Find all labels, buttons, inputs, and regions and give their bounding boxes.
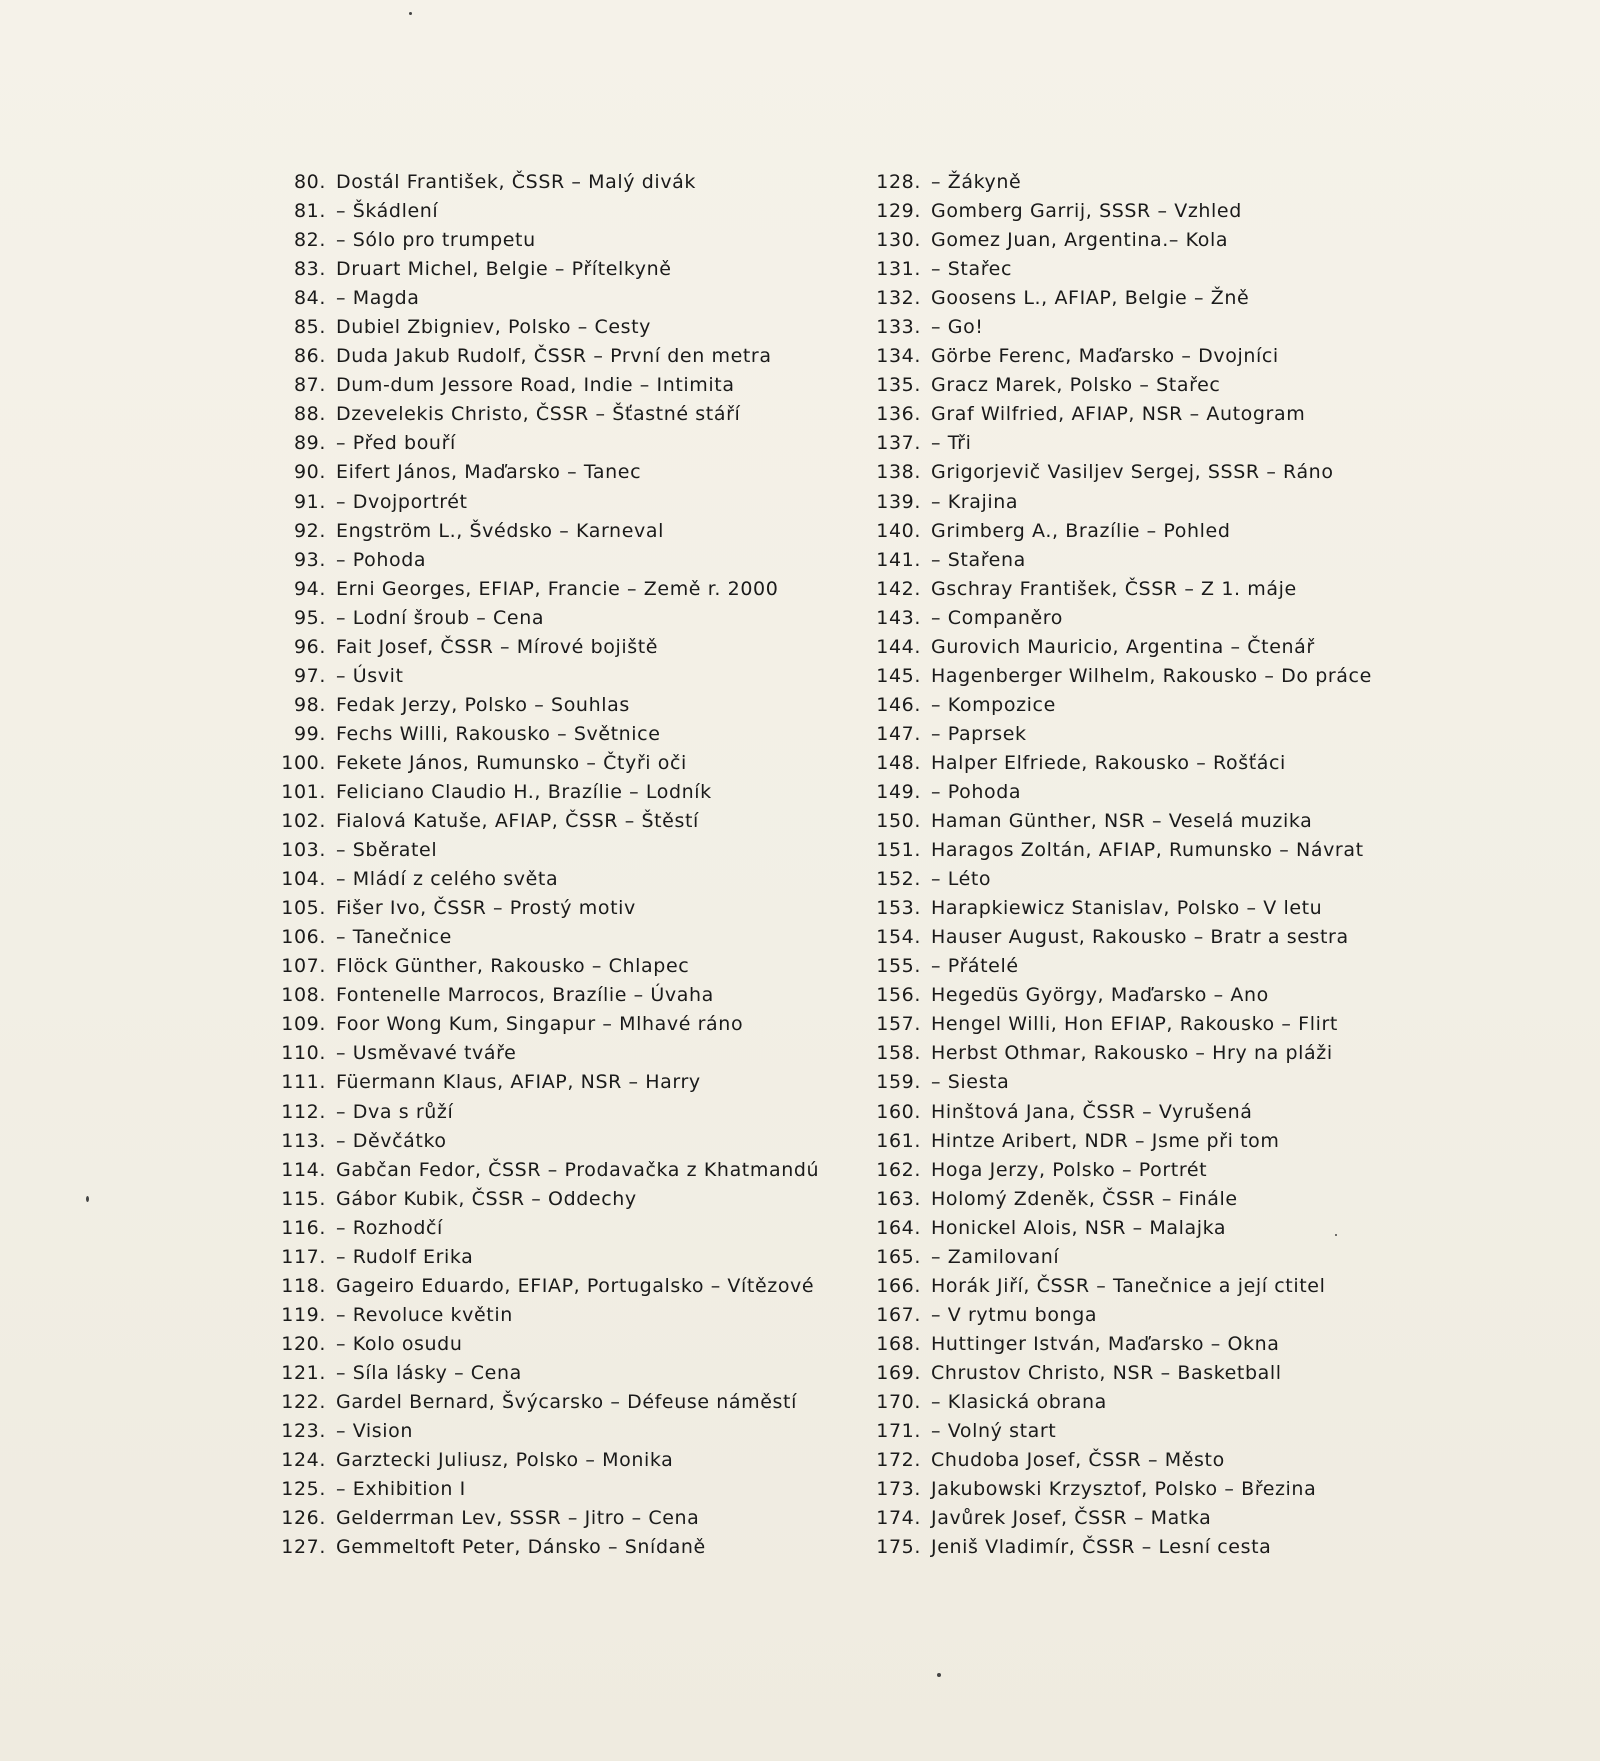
entry-number: 126.	[281, 1507, 326, 1530]
entry-text: Hagenberger Wilhelm, Rakousko – Do práce	[931, 664, 1372, 687]
entry-number: 161.	[876, 1129, 921, 1152]
entry-number: 164.	[876, 1216, 921, 1239]
entry-number: 97.	[293, 664, 326, 687]
entry-text: – Rudolf Erika	[336, 1245, 474, 1268]
right-column-list	[866, 171, 1586, 1565]
entry-text: Dostál František, ČSSR – Malý divák	[336, 171, 697, 193]
list-item	[268, 1013, 868, 1042]
list-item	[268, 1042, 868, 1071]
entry-number: 168.	[876, 1332, 921, 1355]
entry-number: 137.	[876, 432, 921, 455]
entry-number: 117.	[281, 1245, 326, 1268]
entry-text: Hegedüs György, Maďarsko – Ano	[931, 984, 1269, 1007]
entry-number: 175.	[876, 1536, 921, 1559]
list-item	[268, 1449, 868, 1478]
entry-text: – Mládí z celého světa	[336, 868, 559, 891]
entry-text: – Klasická obrana	[931, 1390, 1107, 1413]
list-item	[268, 1246, 868, 1275]
list-item	[268, 1536, 868, 1565]
entry-text: Haman Günther, NSR – Veselá muzika	[931, 810, 1313, 833]
entry-number: 141.	[876, 548, 921, 571]
entry-number: 86.	[293, 345, 326, 368]
entry-number: 147.	[876, 722, 921, 745]
list-item	[268, 1507, 868, 1536]
entry-number: 105.	[281, 897, 326, 920]
entry-text: Horák Jiří, ČSSR – Tanečnice a její ctitel	[931, 1274, 1326, 1297]
entry-number: 167.	[876, 1303, 921, 1326]
entry-text: Hoga Jerzy, Polsko – Portrét	[931, 1158, 1208, 1181]
print-speck	[409, 12, 412, 15]
list-item	[268, 461, 868, 490]
list-item	[268, 665, 868, 694]
entry-text: Fišer Ivo, ČSSR – Prostý motiv	[336, 897, 636, 920]
entry-text: – Tři	[931, 432, 972, 455]
entry-text: – Pohoda	[931, 780, 1022, 803]
entry-text: – Síla lásky – Cena	[336, 1361, 522, 1384]
list-item	[866, 374, 1586, 403]
entry-text: – V rytmu bonga	[931, 1303, 1098, 1326]
entry-text: Foor Wong Kum, Singapur – Mlhavé ráno	[336, 1013, 744, 1036]
entry-text: Druart Michel, Belgie – Přítelkyně	[336, 258, 672, 281]
entry-text: – Krajina	[931, 490, 1019, 513]
entry-number: 158.	[876, 1042, 921, 1065]
entry-text: Dum-dum Jessore Road, Indie – Intimita	[336, 374, 735, 397]
list-item	[866, 1478, 1586, 1507]
entry-text: Dzevelekis Christo, ČSSR – Šťastné stáří	[336, 403, 741, 426]
entry-text: Graf Wilfried, AFIAP, NSR – Autogram	[931, 403, 1306, 426]
entry-text: Goosens L., AFIAP, Belgie – Žně	[931, 287, 1250, 310]
list-item	[268, 839, 868, 868]
list-item	[268, 868, 868, 897]
list-item	[268, 171, 868, 200]
list-item	[268, 200, 868, 229]
list-item	[866, 200, 1586, 229]
entry-number: 129.	[876, 200, 921, 223]
list-item	[866, 1536, 1586, 1565]
entry-number: 140.	[876, 519, 921, 542]
entry-number: 124.	[281, 1449, 326, 1472]
list-item	[268, 345, 868, 374]
entry-text: – Kompozice	[931, 693, 1056, 716]
entry-number: 80.	[293, 171, 326, 193]
list-item	[268, 1217, 868, 1246]
list-item	[268, 1188, 868, 1217]
list-item	[268, 1420, 868, 1449]
entry-text: Garztecki Juliusz, Polsko – Monika	[336, 1449, 674, 1472]
list-item	[268, 287, 868, 316]
entry-number: 127.	[281, 1536, 326, 1559]
entry-number: 119.	[281, 1303, 326, 1326]
list-item	[268, 752, 868, 781]
list-item	[866, 1130, 1586, 1159]
entry-text: – Dva s růží	[336, 1100, 454, 1123]
entry-number: 155.	[876, 955, 921, 978]
entry-number: 122.	[281, 1390, 326, 1413]
list-item	[866, 229, 1586, 258]
list-item	[866, 1304, 1586, 1333]
entry-text: – Rozhodčí	[336, 1216, 443, 1239]
entry-text: Fait Josef, ČSSR – Mírové bojiště	[336, 635, 659, 658]
entry-number: 115.	[281, 1187, 326, 1210]
list-item	[268, 1101, 868, 1130]
entry-number: 123.	[281, 1420, 326, 1443]
entry-number: 151.	[876, 839, 921, 862]
entry-number: 148.	[876, 751, 921, 774]
entry-number: 110.	[281, 1042, 326, 1065]
entry-text: – Škádlení	[336, 200, 439, 223]
entry-text: Gomez Juan, Argentina.– Kola	[931, 229, 1229, 252]
list-item	[268, 578, 868, 607]
entry-number: 121.	[281, 1361, 326, 1384]
entry-text: – Léto	[931, 868, 992, 891]
entry-number: 98.	[293, 693, 326, 716]
entry-text: – Go!	[931, 316, 984, 339]
entry-text: Hintze Aribert, NDR – Jsme při tom	[931, 1129, 1280, 1152]
list-item	[268, 694, 868, 723]
entry-text: – Volný start	[931, 1420, 1057, 1443]
list-item	[866, 839, 1586, 868]
entry-number: 156.	[876, 984, 921, 1007]
entry-text: Füermann Klaus, AFIAP, NSR – Harry	[336, 1071, 701, 1094]
entry-text: – Žákyně	[931, 171, 1022, 193]
entry-number: 146.	[876, 693, 921, 716]
entry-number: 100.	[281, 751, 326, 774]
entry-text: Engström L., Švédsko – Karneval	[336, 519, 664, 542]
list-item	[866, 403, 1586, 432]
list-item	[866, 926, 1586, 955]
entry-number: 89.	[293, 432, 326, 455]
entry-text: Huttinger István, Maďarsko – Okna	[931, 1332, 1280, 1355]
entry-text: Honickel Alois, NSR – Malajka	[931, 1216, 1227, 1239]
list-item	[268, 491, 868, 520]
entry-text: Gurovich Mauricio, Argentina – Čtenář	[931, 635, 1315, 658]
list-item	[866, 868, 1586, 897]
list-item	[268, 549, 868, 578]
list-item	[268, 403, 868, 432]
list-item	[866, 781, 1586, 810]
entry-text: Haragos Zoltán, AFIAP, Rumunsko – Návrat	[931, 839, 1364, 862]
entry-number: 99.	[293, 722, 326, 745]
entry-text: – Stařec	[931, 258, 1013, 281]
entry-number: 108.	[281, 984, 326, 1007]
entry-number: 88.	[293, 403, 326, 426]
list-item	[268, 1304, 868, 1333]
entry-text: Fedak Jerzy, Polsko – Souhlas	[336, 693, 630, 716]
entry-number: 172.	[876, 1449, 921, 1472]
entry-text: – Companěro	[931, 606, 1063, 629]
entry-number: 174.	[876, 1507, 921, 1530]
entry-text: – Vision	[336, 1420, 414, 1443]
entry-number: 144.	[876, 635, 921, 658]
entry-text: Gelderrman Lev, SSSR – Jitro – Cena	[336, 1507, 700, 1530]
list-item	[866, 752, 1586, 781]
entry-number: 171.	[876, 1420, 921, 1443]
entry-text: – Magda	[336, 287, 420, 310]
entry-text: Gemmeltoft Peter, Dánsko – Snídaně	[336, 1536, 706, 1559]
entry-text: Eifert János, Maďarsko – Tanec	[336, 461, 642, 484]
entry-text: Halper Elfriede, Rakousko – Rošťáci	[931, 751, 1286, 774]
entry-number: 103.	[281, 839, 326, 862]
entry-number: 134.	[876, 345, 921, 368]
entry-number: 90.	[293, 461, 326, 484]
entry-number: 93.	[293, 548, 326, 571]
entry-number: 101.	[281, 780, 326, 803]
entry-text: – Paprsek	[931, 722, 1027, 745]
entry-text: Gschray František, ČSSR – Z 1. máje	[931, 577, 1297, 600]
entry-text: Javůrek Josef, ČSSR – Matka	[931, 1507, 1212, 1530]
entry-text: – Tanečnice	[336, 926, 452, 949]
entry-text: – Zamilovaní	[931, 1245, 1060, 1268]
list-item	[866, 258, 1586, 287]
list-item	[866, 607, 1586, 636]
entry-number: 152.	[876, 868, 921, 891]
list-item	[268, 1159, 868, 1188]
entry-text: – Děvčátko	[336, 1129, 447, 1152]
entry-number: 143.	[876, 606, 921, 629]
left-column-list	[268, 171, 868, 1565]
entry-text: – Siesta	[931, 1071, 1010, 1094]
list-item	[268, 1362, 868, 1391]
entry-number: 139.	[876, 490, 921, 513]
list-item	[268, 520, 868, 549]
list-item	[866, 1333, 1586, 1362]
entry-text: Jakubowski Krzysztof, Polsko – Březina	[931, 1478, 1317, 1501]
entry-text: – Usměvavé tváře	[336, 1042, 517, 1065]
list-item	[866, 432, 1586, 461]
entry-number: 169.	[876, 1361, 921, 1384]
print-speck	[86, 1196, 89, 1202]
entry-text: – Revoluce květin	[336, 1303, 513, 1326]
entry-number: 133.	[876, 316, 921, 339]
entry-number: 116.	[281, 1216, 326, 1239]
list-item	[866, 897, 1586, 926]
entry-text: Herbst Othmar, Rakousko – Hry na pláži	[931, 1042, 1333, 1065]
entry-number: 83.	[293, 258, 326, 281]
entry-text: Gardel Bernard, Švýcarsko – Défeuse náměstí	[336, 1390, 797, 1413]
list-item	[268, 432, 868, 461]
list-item	[866, 287, 1586, 316]
entry-number: 154.	[876, 926, 921, 949]
list-item	[866, 723, 1586, 752]
entry-number: 145.	[876, 664, 921, 687]
list-item	[866, 549, 1586, 578]
list-item	[866, 1391, 1586, 1420]
entry-text: – Kolo osudu	[336, 1332, 463, 1355]
entry-number: 170.	[876, 1390, 921, 1413]
entry-text: Fontenelle Marrocos, Brazílie – Úvaha	[336, 984, 714, 1007]
list-item	[268, 607, 868, 636]
entry-text: – Exhibition I	[336, 1478, 466, 1501]
entry-number: 114.	[281, 1158, 326, 1181]
list-item	[268, 374, 868, 403]
entry-number: 157.	[876, 1013, 921, 1036]
entry-number: 113.	[281, 1129, 326, 1152]
entry-text: Chudoba Josef, ČSSR – Město	[931, 1449, 1225, 1472]
entry-number: 109.	[281, 1013, 326, 1036]
list-item	[866, 1507, 1586, 1536]
entry-text: – Dvojportrét	[336, 490, 468, 513]
entry-text: Jeniš Vladimír, ČSSR – Lesní cesta	[931, 1536, 1272, 1559]
entry-number: 120.	[281, 1332, 326, 1355]
list-item	[268, 984, 868, 1013]
entry-number: 118.	[281, 1274, 326, 1297]
entry-text: Dubiel Zbigniev, Polsko – Cesty	[336, 316, 652, 339]
entry-text: – Sběratel	[336, 839, 438, 862]
entry-text: – Přátelé	[931, 955, 1019, 978]
entry-text: – Sólo pro trumpetu	[336, 229, 536, 252]
list-item	[866, 1362, 1586, 1391]
entry-number: 85.	[293, 316, 326, 339]
list-item	[866, 1420, 1586, 1449]
entry-number: 106.	[281, 926, 326, 949]
entry-text: Chrustov Christo, NSR – Basketball	[931, 1361, 1282, 1384]
entry-text: Erni Georges, EFIAP, Francie – Země r. 2000	[336, 577, 779, 600]
entry-text: Hinštová Jana, ČSSR – Vyrušená	[931, 1100, 1253, 1123]
entry-text: Grigorjevič Vasiljev Sergej, SSSR – Ráno	[931, 461, 1334, 484]
entry-number: 142.	[876, 577, 921, 600]
entry-number: 130.	[876, 229, 921, 252]
entry-number: 112.	[281, 1100, 326, 1123]
list-item	[866, 491, 1586, 520]
list-item	[268, 781, 868, 810]
entry-number: 111.	[281, 1071, 326, 1094]
print-speck	[1335, 1234, 1337, 1236]
entry-text: Görbe Ferenc, Maďarsko – Dvojníci	[931, 345, 1279, 368]
entry-number: 173.	[876, 1478, 921, 1501]
entry-number: 82.	[293, 229, 326, 252]
entry-number: 159.	[876, 1071, 921, 1094]
entry-number: 92.	[293, 519, 326, 542]
entry-number: 136.	[876, 403, 921, 426]
list-item	[866, 694, 1586, 723]
list-item	[268, 258, 868, 287]
list-item	[268, 229, 868, 258]
entry-number: 128.	[876, 171, 921, 193]
entry-text: – Stařena	[931, 548, 1026, 571]
entry-text: Fechs Willi, Rakousko – Světnice	[336, 722, 661, 745]
print-speck	[937, 1673, 941, 1677]
list-item	[268, 1071, 868, 1100]
entry-text: Feliciano Claudio H., Brazílie – Lodník	[336, 780, 712, 803]
entry-number: 132.	[876, 287, 921, 310]
list-item	[866, 1013, 1586, 1042]
entry-number: 104.	[281, 868, 326, 891]
entry-number: 138.	[876, 461, 921, 484]
list-item	[866, 520, 1586, 549]
list-item	[866, 955, 1586, 984]
list-item	[866, 1071, 1586, 1100]
entry-number: 102.	[281, 810, 326, 833]
entry-text: Grimberg A., Brazílie – Pohled	[931, 519, 1231, 542]
list-item	[866, 316, 1586, 345]
entry-text: Hauser August, Rakousko – Bratr a sestra	[931, 926, 1349, 949]
list-item	[268, 636, 868, 665]
list-item	[866, 1449, 1586, 1478]
entry-number: 107.	[281, 955, 326, 978]
list-item	[268, 1275, 868, 1304]
list-item	[866, 1188, 1586, 1217]
entry-number: 150.	[876, 810, 921, 833]
entry-text: – Před bouří	[336, 432, 456, 455]
list-item	[268, 955, 868, 984]
entry-text: Gabčan Fedor, ČSSR – Prodavačka z Khatmandú	[336, 1158, 820, 1181]
list-item	[866, 578, 1586, 607]
list-item	[268, 1130, 868, 1159]
list-item	[268, 1333, 868, 1362]
entry-number: 163.	[876, 1187, 921, 1210]
entry-number: 81.	[293, 200, 326, 223]
entry-text: Harapkiewicz Stanislav, Polsko – V letu	[931, 897, 1323, 920]
entry-number: 95.	[293, 606, 326, 629]
entry-number: 91.	[293, 490, 326, 513]
entry-text: Flöck Günther, Rakousko – Chlapec	[336, 955, 690, 978]
entry-number: 160.	[876, 1100, 921, 1123]
entry-text: Fekete János, Rumunsko – Čtyři oči	[336, 751, 687, 774]
list-item	[268, 316, 868, 345]
entry-text: Gageiro Eduardo, EFIAP, Portugalsko – Vítězové	[336, 1274, 815, 1297]
list-item	[866, 1217, 1586, 1246]
list-item	[268, 897, 868, 926]
entry-number: 96.	[293, 635, 326, 658]
entry-text: – Úsvit	[336, 664, 404, 687]
entry-text: – Lodní šroub – Cena	[336, 606, 545, 629]
entry-text: Duda Jakub Rudolf, ČSSR – První den metra	[336, 345, 772, 368]
list-item	[866, 1042, 1586, 1071]
entry-number: 135.	[876, 374, 921, 397]
list-item	[866, 1159, 1586, 1188]
entry-number: 125.	[281, 1478, 326, 1501]
list-item	[268, 723, 868, 752]
entry-number: 165.	[876, 1245, 921, 1268]
list-item	[866, 171, 1586, 200]
entry-number: 131.	[876, 258, 921, 281]
entry-number: 149.	[876, 780, 921, 803]
list-item	[866, 1101, 1586, 1130]
entry-text: – Pohoda	[336, 548, 427, 571]
list-item	[866, 461, 1586, 490]
entry-text: Hengel Willi, Hon EFIAP, Rakousko – Flirt	[931, 1013, 1338, 1036]
entry-number: 87.	[293, 374, 326, 397]
entry-number: 166.	[876, 1274, 921, 1297]
list-item	[866, 345, 1586, 374]
list-item	[866, 810, 1586, 839]
entry-text: Gábor Kubik, ČSSR – Oddechy	[336, 1187, 637, 1210]
list-item	[866, 1275, 1586, 1304]
list-item	[268, 926, 868, 955]
entry-number: 153.	[876, 897, 921, 920]
list-item	[866, 665, 1586, 694]
list-item	[268, 810, 868, 839]
entry-text: Holomý Zdeněk, ČSSR – Finále	[931, 1187, 1238, 1210]
entry-text: Fialová Katuše, AFIAP, ČSSR – Štěstí	[336, 810, 699, 833]
list-item	[866, 1246, 1586, 1275]
entry-number: 84.	[293, 287, 326, 310]
entry-number: 94.	[293, 577, 326, 600]
entry-text: Gomberg Garrij, SSSR – Vzhled	[931, 200, 1242, 223]
list-item	[268, 1391, 868, 1420]
entry-text: Gracz Marek, Polsko – Stařec	[931, 374, 1221, 397]
list-item	[268, 1478, 868, 1507]
entry-number: 162.	[876, 1158, 921, 1181]
list-item	[866, 636, 1586, 665]
list-item	[866, 984, 1586, 1013]
